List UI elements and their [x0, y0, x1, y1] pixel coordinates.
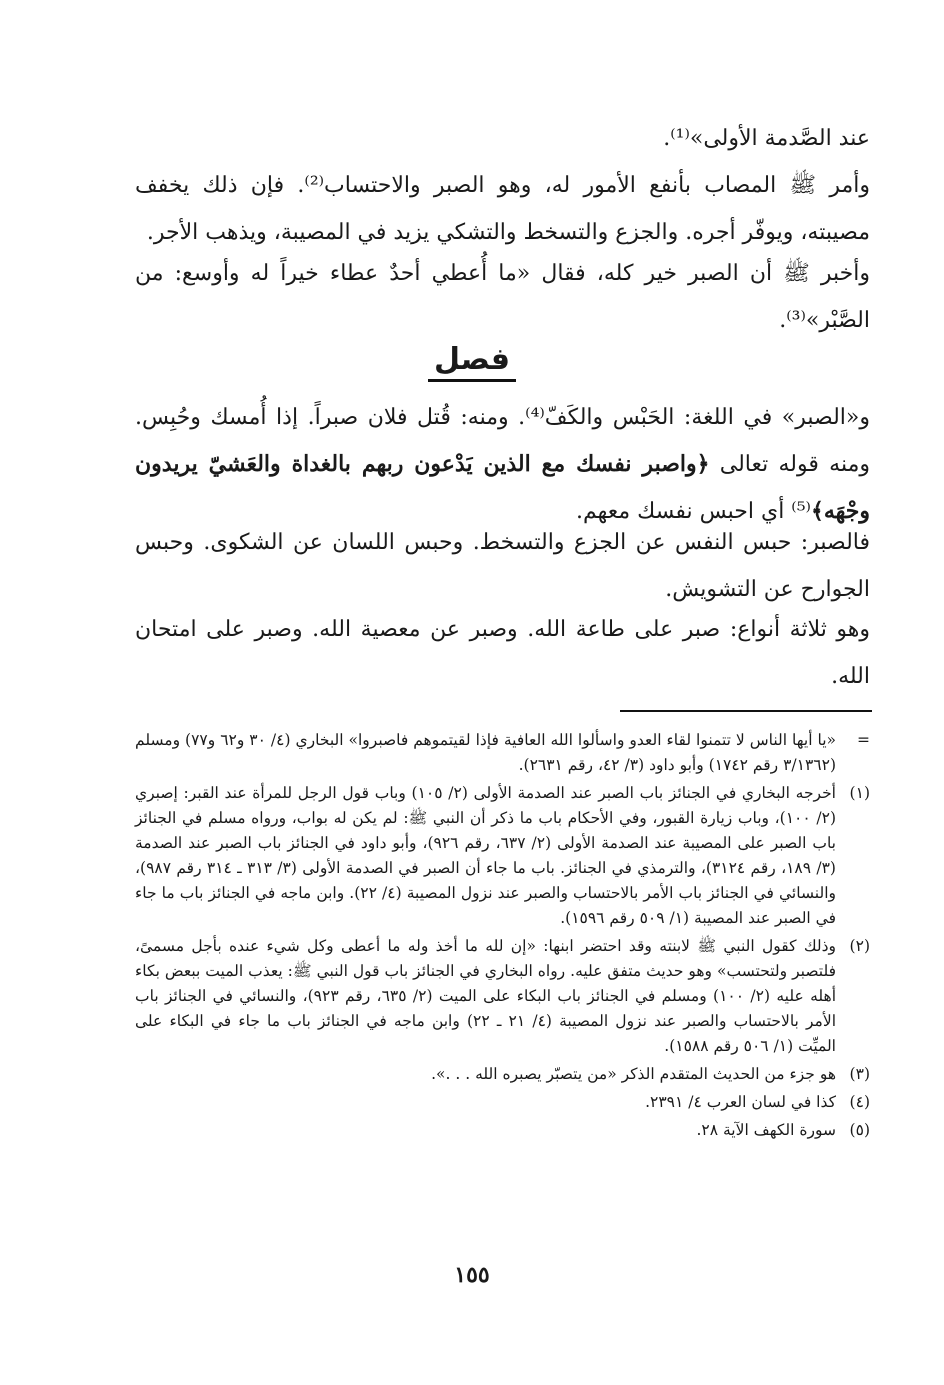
section-heading — [0, 342, 944, 377]
footnote-continued — [135, 728, 870, 778]
paragraph-3 — [135, 394, 870, 535]
footnote-marker: (١) — [849, 784, 870, 802]
footnote-text: أخرجه البخاري في الجنائز باب الصبر عند الصدمة الأولى (٢/ ١٠٥) وباب قول الرجل للمرأة عند القبر: إصبري (٢/ ١٠٠)، وباب زيارة القبور، وفي الأحكام باب ما ذكر أن النبي ﷺ: لم يكن له بواب، ورواه مسلم في الجنائز باب الصبر على المصيبة عند الصدمة الأولى (٢/ ٦٣٧، رقم ٩٢٦)، وأبو داود في الجنائز باب الصبر عند الصدمة (٣/ ١٨٩، رقم ٣١٢٤)، والترمذي في الجنائز. باب ما جاء أن الصبر في الصدمة الأولى (٣/ ٣١٣ ـ ٣١٤ رقم ٩٨٧)، والنسائي في الجنائز باب الأمر بالاحتساب والصبر عند نزول المصيبة (٤/ ٢٢). وابن ماجه في الجنائز باب ما جاء في الصبر عند المصيبة (١/ ٥٠٩ رقم ١٥٩٦). — [135, 784, 836, 927]
section-heading-text: فصل — [428, 342, 516, 382]
footnote-text: وذلك كقول النبي ﷺ لابنته وقد احتضر ابنها: «إن لله ما أخذ وله ما أعطى وكل شيء عنده بأجل مسمىً، فلتصبر ولتحتسب» وهو حديث متفق عليه. رواه البخاري في الجنائز باب قول النبي ﷺ: يعذب الميت ببعض بكاء أهله عليه (٢/ ١٠٠) ومسلم في الجنائز باب البكاء على الميت (٢/ ٦٣٥، رقم ٩٢٣)، والنسائي في الجنائز باب الأمر بالاحتساب والصبر عند نزول المصيبة (٤/ ٢١ ـ ٢٢) وابن ماجه في الجنائز باب ما جاء في البكاء على الميِّت (١/ ٥٠٦ رقم ١٥٨٨). — [135, 937, 837, 1055]
paragraph-3-part-a: و«الصبر» في اللغة: الحَبْس والكَفّ⁽⁴⁾. ومنه: قُتل فلان صبراً. إذا أُمسك وحُبِس. ومنه قوله تعالى — [135, 405, 870, 477]
footnote-separator — [620, 710, 872, 712]
paragraph-5: وهو ثلاثة أنواع: صبر على طاعة الله. وصبر عن معصية الله. وصبر على امتحان الله. — [135, 617, 870, 689]
footnote-marker: (٣) — [849, 1065, 870, 1083]
paragraph-1: وأمر ﷺ المصاب بأنفع الأمور له، وهو الصبر والاحتساب⁽²⁾. فإن ذلك يخفف مصيبته، ويوفّر أجره. والجزع والتسخط والتشكي يزيد في المصيبة، ويذهب الأجر. — [135, 173, 870, 245]
footnote-marker: (٥) — [849, 1121, 870, 1139]
footnote-1 — [135, 781, 870, 931]
footnote-text: كذا في لسان العرب ٤/ ٢٣٩١. — [645, 1093, 836, 1111]
footnote-marker: (٤) — [849, 1093, 870, 1111]
footnote-3 — [135, 1062, 870, 1087]
footnote-2 — [135, 934, 870, 1059]
footnote-marker: = — [857, 731, 870, 749]
footnote-text: سورة الكهف الآية ٢٨. — [696, 1121, 836, 1139]
footnote-4 — [135, 1090, 870, 1115]
paragraph-3-part-c: ⁽⁵⁾ أي احبس نفسك معهم. — [576, 499, 811, 524]
page-number: ١٥٥ — [454, 1262, 490, 1288]
paragraph-4: فالصبر: حبس النفس عن الجزع والتسخط. وحبس اللسان عن الشكوى. وحبس الجوارح عن التشويش. — [135, 530, 870, 602]
footnote-5 — [135, 1118, 870, 1143]
continued-line: عند الصَّدمة الأولى»⁽¹⁾. — [663, 126, 870, 151]
footnotes — [135, 728, 870, 1146]
quran-verse: ﴿واصبر نفسك مع الذين يَدْعون ربهم بالغداة والعَشيّ يريدون وجْهَه﴾ — [135, 451, 870, 524]
footnote-text: «يا أيها الناس لا تتمنوا لقاء العدو واسألوا الله العافية فإذا لقيتموهم فاصبروا» البخاري (٤/ ٣٠ و٦٢ و٧٧) ومسلم (٣/١٣٦٢ رقم ١٧٤٢) وأبو داود (٣/ ٤٢، رقم ٢٦٣١). — [135, 731, 836, 774]
paragraph-2: وأخبر ﷺ أن الصبر خير كله، فقال «ما أُعطي أحدٌ عطاء خيراً له وأوسع: من الصَّبْر»⁽³⁾. — [135, 261, 870, 333]
footnote-text: هو جزء من الحديث المتقدم الذكر «من يتصبّر يصبره الله . . .». — [431, 1065, 836, 1083]
footnote-marker: (٢) — [849, 937, 870, 955]
